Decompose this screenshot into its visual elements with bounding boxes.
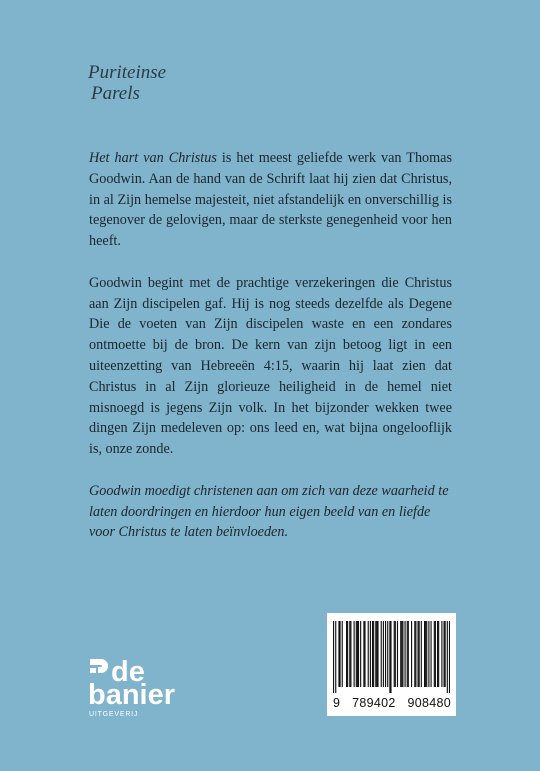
barcode-bar bbox=[373, 621, 374, 687]
barcode-bar bbox=[387, 621, 388, 687]
barcode-bar bbox=[414, 621, 415, 687]
barcode-bar bbox=[347, 621, 348, 687]
book-title: Het hart van Christus bbox=[89, 150, 217, 166]
publisher-logo-subtitle: UITGEVERIJ bbox=[89, 711, 139, 718]
barcode-bar bbox=[438, 621, 439, 687]
isbn-group-2: 908480 bbox=[407, 696, 451, 710]
barcode-bar bbox=[376, 621, 377, 687]
series-title bbox=[88, 62, 166, 104]
isbn-number bbox=[333, 696, 451, 710]
barcode-bar bbox=[400, 621, 401, 687]
barcode-bar bbox=[405, 621, 406, 687]
barcode-bar bbox=[375, 621, 376, 687]
barcode-bar bbox=[428, 621, 429, 687]
barcode-bar bbox=[333, 621, 334, 693]
blurb-paragraph-3: Goodwin moedigt christenen aan om zich van deze waarheid te laten doordringen en hierdoor hun eigen beeld van en liefde voor Christus te laten beïnvloeden. bbox=[89, 482, 449, 541]
barcode-bar bbox=[435, 621, 436, 687]
blurb-paragraph-1 bbox=[89, 148, 452, 252]
barcode-bar bbox=[381, 621, 382, 687]
barcode-bar bbox=[434, 621, 435, 687]
barcode-bar bbox=[447, 621, 448, 693]
barcode-bar bbox=[415, 621, 416, 687]
isbn-lead-digit: 9 bbox=[333, 696, 341, 710]
barcode-bar bbox=[402, 621, 403, 687]
barcode-bar bbox=[419, 621, 420, 687]
barcode-bar bbox=[408, 621, 409, 687]
barcode-bar bbox=[338, 621, 339, 687]
barcode-bar bbox=[363, 621, 364, 687]
barcode-bar bbox=[421, 621, 422, 687]
publisher-logo-word-banier: banier bbox=[88, 679, 176, 711]
barcode-bar bbox=[441, 621, 442, 687]
barcode-bar bbox=[360, 621, 361, 687]
barcode-bar bbox=[335, 621, 336, 693]
barcode-bar bbox=[394, 621, 395, 687]
barcode-bar bbox=[356, 621, 357, 687]
barcode-bar bbox=[445, 621, 446, 687]
barcode-bar bbox=[340, 621, 341, 687]
barcode-bar bbox=[390, 621, 391, 693]
barcode-bar bbox=[418, 621, 419, 687]
isbn-group-1: 789402 bbox=[352, 696, 396, 710]
series-title-line2: Parels bbox=[91, 83, 140, 104]
barcode-bar bbox=[389, 621, 390, 693]
barcode-bar bbox=[372, 621, 373, 687]
barcode-bar bbox=[342, 621, 343, 687]
publisher-logo bbox=[88, 655, 208, 725]
barcode-bars bbox=[333, 621, 450, 693]
barcode-bar bbox=[426, 621, 427, 687]
barcode-bar bbox=[377, 621, 378, 687]
barcode-bar bbox=[437, 621, 438, 687]
barcode-bar bbox=[431, 621, 432, 687]
barcode-bar bbox=[364, 621, 365, 687]
barcode-bar bbox=[358, 621, 359, 687]
blurb bbox=[89, 148, 452, 564]
barcode-bar bbox=[383, 621, 384, 687]
barcode-bar bbox=[407, 621, 408, 687]
blurb-paragraph-2: Goodwin begint met de prachtige verzekeringen die Christus aan Zijn discipelen gaf. Hij is nog steeds dezelfde als Degene Die de voeten van Zijn discipelen waste en een zondares ontmoette bij de bron. De kern van zijn betoog ligt in een uiteenzetting van Hebreeën 4:15, waarin hij laat zien dat Christus in al Zijn glorieuze heiligheid in de hemel niet misnoegd is jegens Zijn volk. In het bijzonder wekken twee dingen Zijn medeleven op: ons leed en, wat bijna ongelooflijk is, onze zonde. bbox=[89, 274, 452, 458]
barcode-bar bbox=[425, 621, 426, 687]
isbn-barcode bbox=[327, 613, 456, 716]
barcode-bar bbox=[370, 621, 371, 687]
barcode-bar bbox=[350, 621, 351, 687]
barcode-bar bbox=[357, 621, 358, 687]
barcode-bar bbox=[449, 621, 450, 693]
barcode-bar bbox=[424, 621, 425, 687]
blurb-paragraph-1-text: is het meest geliefde werk van Thomas Goodwin. Aan de hand van de Schrift laat hij zien dat Christus, in al Zijn hemelse majesteit, niet afstandelijk en onverschillig is tegenover de gelovigen, maar de sterkste genegenheid voor hen heeft. bbox=[89, 150, 452, 250]
barcode-bar bbox=[397, 621, 398, 687]
barcode-bar bbox=[349, 621, 350, 687]
series-title-line1: Puriteinse bbox=[88, 62, 167, 83]
barcode-bar bbox=[411, 621, 412, 687]
barcode-bar bbox=[395, 621, 396, 687]
barcode-bar bbox=[346, 621, 347, 687]
barcode-bar bbox=[354, 621, 355, 687]
publisher-logo-word-de: de bbox=[111, 656, 145, 688]
barcode-bar bbox=[385, 621, 386, 687]
barcode-bar bbox=[401, 621, 402, 687]
barcode-bar bbox=[368, 621, 369, 687]
barcode-bar bbox=[444, 621, 445, 687]
